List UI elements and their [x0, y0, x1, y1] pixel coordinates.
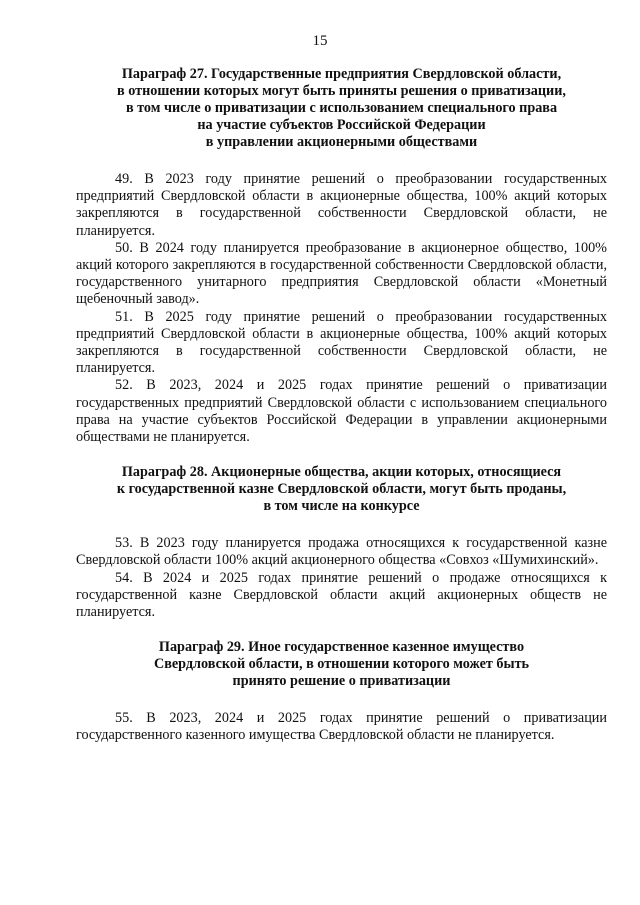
paragraph-50: 50. В 2024 году планируется преобразование в акционерное общество, 100% акций которого закрепляются в государственной собственности Свердловской области, государственного унитарного предприятия Свердловской области «Монетный щебеночный завод». — [76, 239, 607, 308]
heading-line: принято решение о приватизации — [232, 673, 451, 690]
section-heading-29 — [76, 639, 607, 690]
heading-line: на участие субъектов Российской Федерации — [197, 117, 486, 133]
paragraph-51: 51. В 2025 году принятие решений о преобразовании государственных предприятий Свердловской области в акционерные общества, 100% акций которых закрепляются в государственной собственности Свердловской области, не планируется. — [76, 308, 607, 377]
document-body — [76, 66, 607, 745]
paragraph-54: 54. В 2024 и 2025 годах принятие решений о продаже относящихся к государственной казне Свердловской области акций акционерных обществ не планируется. — [76, 569, 607, 621]
paragraph-55: 55. В 2023, 2024 и 2025 годах принятие решений о приватизации государственного казенного имущества Свердловской области не планируется. — [76, 710, 607, 744]
heading-line: Параграф 27. Государственные предприятия Свердловской области, — [121, 66, 562, 82]
paragraph-49: 49. В 2023 году принятие решений о преобразовании государственных предприятий Свердловской области в акционерные общества, 100% акций которых закрепляются в государственной собственности Свердловской области, не планируется. — [76, 171, 607, 239]
heading-line: Параграф 28. Акционерные общества, акции которых, относящиеся — [121, 464, 562, 481]
paragraph-52: 52. В 2023, 2024 и 2025 годах принятие решений о приватизации государственных предприятий Свердловской области с использованием специального права на участие субъектов Российской Федерации в управлении акционерными обществами не планируется. — [76, 377, 607, 446]
heading-line: Параграф 29. Иное государственное казенное имущество — [158, 639, 525, 656]
section-heading-27 — [76, 66, 607, 151]
heading-line: к государственной казне Свердловской области, могут быть проданы, — [116, 481, 567, 498]
heading-line: в том числе на конкурсе — [263, 498, 420, 515]
page-number: 15 — [312, 33, 328, 49]
heading-line: Свердловской области, в отношении которого может быть — [153, 656, 530, 673]
heading-line: в управлении акционерными обществами — [205, 134, 478, 150]
section-heading-28 — [76, 464, 607, 515]
heading-line: в том числе о приватизации с использованием специального права — [125, 100, 558, 116]
paragraph-53: 53. В 2023 году планируется продажа относящихся к государственной казне Свердловской области 100% акций акционерного общества «Совхоз «Шумихинский». — [76, 535, 607, 569]
heading-line: в отношении которых могут быть приняты решения о приватизации, — [117, 83, 566, 99]
